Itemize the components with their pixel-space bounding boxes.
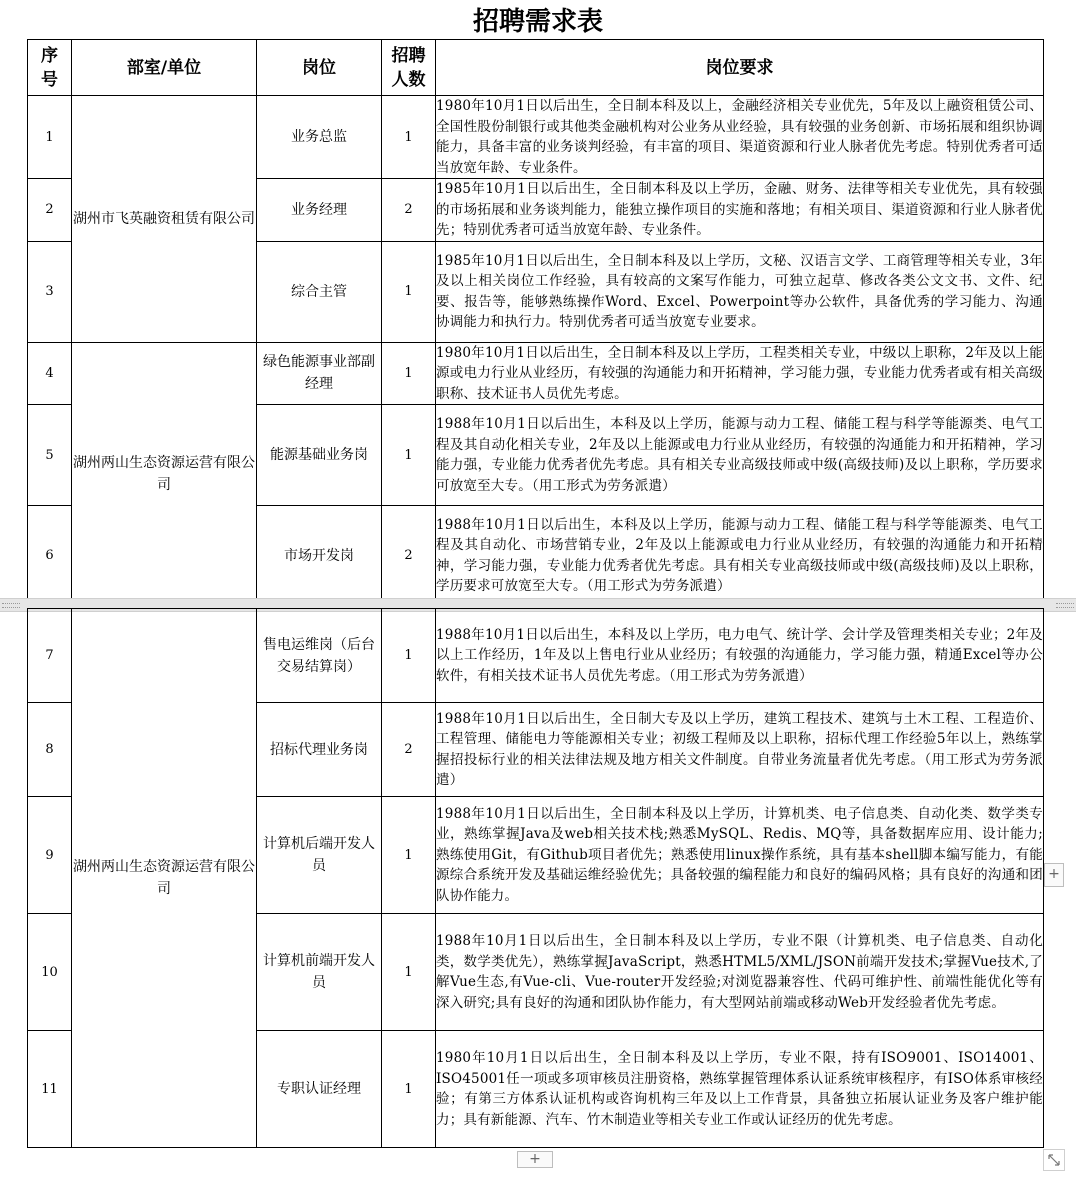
requirements-cell: 1985年10月1日以后出生，全日制本科及以上学历，文秘、汉语言文学、工商管理等相关专业，3年及以上相关岗位工作经验，具有较高的文案写作能力，可独立起草、修改各类公文文书、文件、纪要、报告等，能够熟练操作Word、Excel、Powerpoint等办公软件，具备优秀的学习能力、沟通协调能力和执行力。特别优秀者可适当放宽专业要求。 bbox=[436, 241, 1044, 342]
row-index: 9 bbox=[28, 797, 72, 914]
row-index: 2 bbox=[28, 179, 72, 242]
requirements-cell: 1980年10月1日以后出生，全日制本科及以上学历，专业不限，持有ISO9001、ISO14001、ISO45001任一项或多项审核员注册资格，熟练掌握管理体系认证系统审核程序，有ISO体系审核经验；有第三方体系认证机构或咨询机构三年及以上工作背景，具备独立拓展认证业务及客户维护能力；具有新能源、汽车、竹木制造业等相关专业工作或认证经历的优先考虑。 bbox=[436, 1031, 1044, 1148]
table-row bbox=[28, 96, 1044, 179]
unit-cell: 湖州市飞英融资租赁有限公司 bbox=[72, 96, 257, 343]
requirements-cell: 1980年10月1日以后出生，全日制本科及以上，金融经济相关专业优先，5年及以上融资租赁公司、全国性股份制银行或其他类金融机构对公业务从业经验，具有较强的业务创新、市场拓展和组织协调能力，具备丰富的业务谈判经验，有丰富的项目、渠道资源和行业人脉者优先考虑。特别优秀者可适当放宽年龄、专业条件。 bbox=[436, 96, 1044, 179]
requirements-cell: 1988年10月1日以后出生，本科及以上学历，能源与动力工程、储能工程与科学等能源类、电气工程及其自动化相关专业，2年及以上能源或电力行业从业经历，有较强的沟通能力和开拓精神，学习能力强，专业能力优秀者优先考虑。具有相关专业高级技师或中级(高级技师)及以上职称，学历要求可放宽至大专。（用工形式为劳务派遣） bbox=[436, 405, 1044, 506]
recruitment-table-page-1 bbox=[27, 39, 1044, 606]
table-resize-handle[interactable] bbox=[1043, 1149, 1065, 1171]
header-unit: 部室/单位 bbox=[72, 40, 257, 96]
count-cell: 2 bbox=[382, 506, 436, 606]
add-row-button[interactable]: + bbox=[517, 1151, 553, 1168]
row-index: 3 bbox=[28, 241, 72, 342]
header-count: 招聘人数 bbox=[382, 40, 436, 96]
row-index: 6 bbox=[28, 506, 72, 606]
table-row bbox=[28, 609, 1044, 703]
position-cell: 业务总监 bbox=[257, 96, 382, 179]
row-index: 11 bbox=[28, 1031, 72, 1148]
count-cell: 1 bbox=[382, 405, 436, 506]
unit-cell: 湖州两山生态资源运营有限公司 bbox=[72, 609, 257, 1148]
count-cell: 1 bbox=[382, 342, 436, 405]
header-position: 岗位 bbox=[257, 40, 382, 96]
page-title: 招聘需求表 bbox=[472, 7, 603, 37]
position-cell: 计算机后端开发人员 bbox=[257, 797, 382, 914]
requirements-cell: 1988年10月1日以后出生，本科及以上学历，电力电气、统计学、会计学及管理类相关专业；2年及以上工作经历，1年及以上售电行业从业经历；有较强的沟通能力，学习能力强，精通Excel等办公软件，有相关技术证书人员优先考虑。（用工形式为劳务派遣） bbox=[436, 609, 1044, 703]
count-cell: 1 bbox=[382, 609, 436, 703]
requirements-cell: 1980年10月1日以后出生，全日制本科及以上学历，工程类相关专业，中级以上职称，2年及以上能源或电力行业从业经历，有较强的沟通能力和开拓精神，学习能力强，专业能力优秀者或有相关高级职称、技术证书人员优先考虑。 bbox=[436, 342, 1044, 405]
recruitment-table-page-2 bbox=[27, 608, 1044, 1148]
count-cell: 1 bbox=[382, 797, 436, 914]
position-cell: 专职认证经理 bbox=[257, 1031, 382, 1148]
row-index: 4 bbox=[28, 342, 72, 405]
header-requirements: 岗位要求 bbox=[436, 40, 1044, 96]
requirements-cell: 1988年10月1日以后出生，本科及以上学历，能源与动力工程、储能工程与科学等能源类、电气工程及其自动化、市场营销专业，2年及以上能源或电力行业从业经历，有较强的沟通能力和开拓精神，学习能力强，专业能力优秀者优先考虑。具有相关专业高级技师或中级(高级技师)及以上职称，学历要求可放宽至大专。（用工形式为劳务派遣） bbox=[436, 506, 1044, 606]
count-cell: 2 bbox=[382, 179, 436, 242]
table-header-row bbox=[28, 40, 1044, 96]
table-row bbox=[28, 342, 1044, 405]
row-index: 1 bbox=[28, 96, 72, 179]
unit-cell: 湖州两山生态资源运营有限公司 bbox=[72, 342, 257, 606]
count-cell: 1 bbox=[382, 241, 436, 342]
row-index: 8 bbox=[28, 703, 72, 797]
requirements-cell: 1985年10月1日以后出生，全日制本科及以上学历，金融、财务、法律等相关专业优先，具有较强的市场拓展和业务谈判能力，能独立操作项目的实施和落地；有相关项目、渠道资源和行业人脉者优先；特别优秀者可适当放宽年龄、专业条件。 bbox=[436, 179, 1044, 242]
position-cell: 市场开发岗 bbox=[257, 506, 382, 606]
count-cell: 1 bbox=[382, 914, 436, 1031]
position-cell: 业务经理 bbox=[257, 179, 382, 242]
count-cell: 2 bbox=[382, 703, 436, 797]
row-index: 7 bbox=[28, 609, 72, 703]
requirements-cell: 1988年10月1日以后出生，全日制本科及以上学历，计算机类、电子信息类、自动化类、数学类专业，熟练掌握Java及web相关技术栈;熟悉MySQL、Redis、MQ等，具备数据库应用、设计能力;熟练使用Git，有Github项目者优先；熟悉使用linux操作系统，具有基本shell脚本编写能力，有能源综合系统开发及基础运维经验优先；具备较强的编程能力和良好的编码风格；具有良好的沟通和团队协作能力。 bbox=[436, 797, 1044, 914]
position-cell: 招标代理业务岗 bbox=[257, 703, 382, 797]
position-cell: 售电运维岗（后台交易结算岗） bbox=[257, 609, 382, 703]
row-index: 10 bbox=[28, 914, 72, 1031]
requirements-cell: 1988年10月1日以后出生，全日制本科及以上学历，专业不限（计算机类、电子信息类、自动化类，数学类优先），熟练掌握JavaScript，熟悉HTML5/XML/JSON前端开发技术;掌握Vue技术,了解Vue生态,有Vue-cli、Vue-router开发经验;对浏览器兼容性、代码可维护性、前端性能优化等有深入研究;具有良好的沟通和团队协作能力，有大型网站前端或移动Web开发经验者优先考虑。 bbox=[436, 914, 1044, 1031]
position-cell: 绿色能源事业部副经理 bbox=[257, 342, 382, 405]
position-cell: 计算机前端开发人员 bbox=[257, 914, 382, 1031]
position-cell: 能源基础业务岗 bbox=[257, 405, 382, 506]
count-cell: 1 bbox=[382, 96, 436, 179]
header-index: 序号 bbox=[28, 40, 72, 96]
position-cell: 综合主管 bbox=[257, 241, 382, 342]
count-cell: 1 bbox=[382, 1031, 436, 1148]
requirements-cell: 1988年10月1日以后出生，全日制大专及以上学历，建筑工程技术、建筑与土木工程、工程造价、工程管理、储能电力等能源相关专业；初级工程师及以上职称，招标代理工作经验5年以上，熟练掌握招投标行业的相关法律法规及地方相关文件制度。自带业务流量者优先考虑。（用工形式为劳务派遣） bbox=[436, 703, 1044, 797]
row-index: 5 bbox=[28, 405, 72, 506]
add-column-button[interactable]: + bbox=[1044, 863, 1064, 887]
resize-diagonal-icon bbox=[1044, 1150, 1064, 1170]
